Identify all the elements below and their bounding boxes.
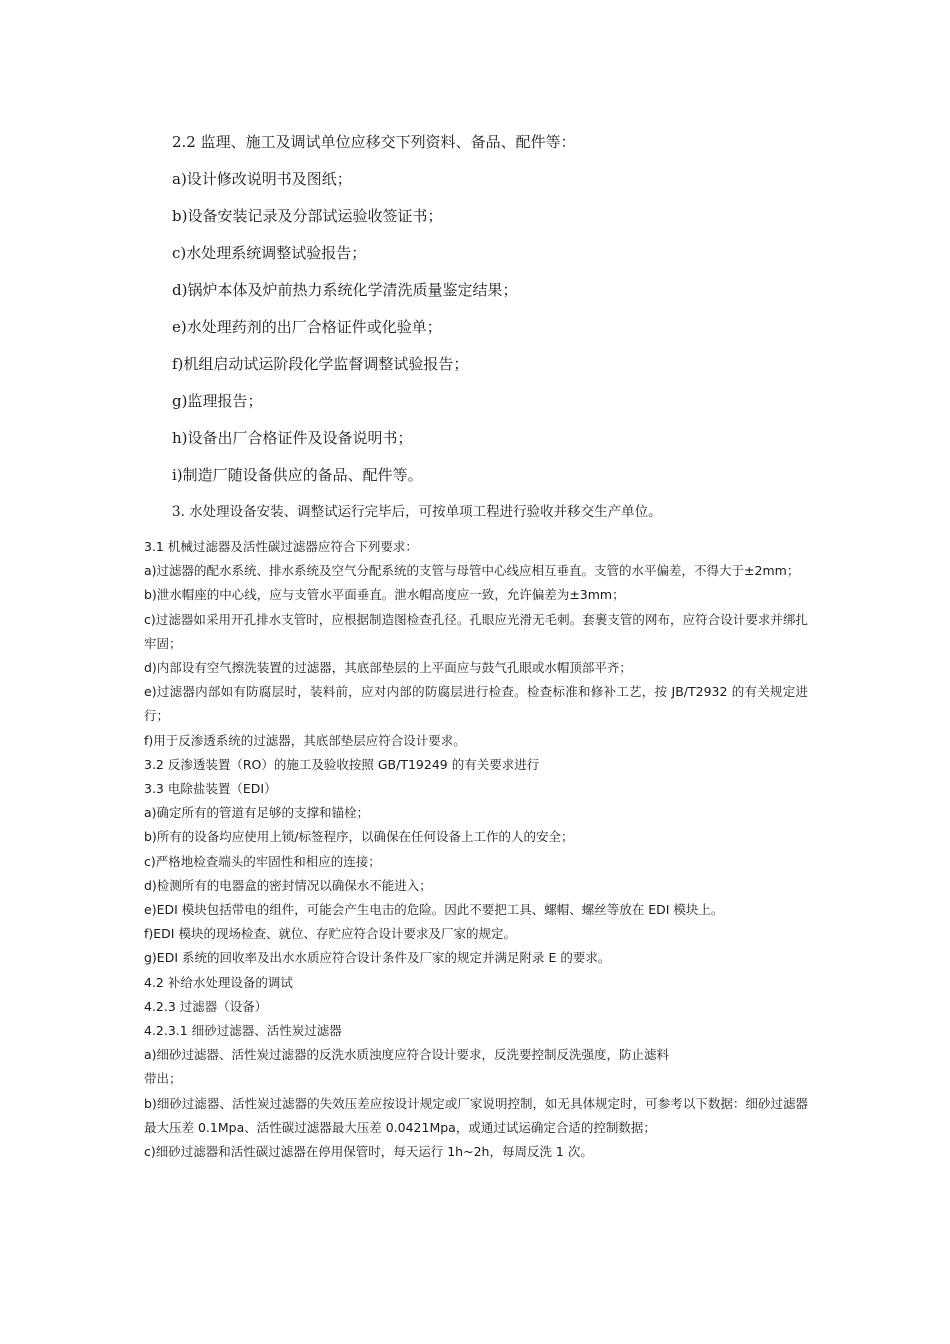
technical-requirements-block — [144, 535, 808, 1164]
list-item: d)锅炉本体及炉前热力系统化学清洗质量鉴定结果； — [172, 281, 518, 299]
list-item: a)确定所有的管道有足够的支撑和锚栓； — [144, 805, 370, 821]
list-item: b)设备安装记录及分部试运验收签证书； — [172, 207, 443, 225]
section-4-2-heading: 4.2 补给水处理设备的调试 — [144, 974, 293, 990]
list-item: i)制造厂随设备供应的备品、配件等。 — [172, 466, 423, 484]
list-item: g)监理报告； — [172, 392, 263, 410]
list-item: f)机组启动试运阶段化学监督调整试验报告； — [172, 355, 469, 373]
list-item: d)内部设有空气擦洗装置的过滤器，其底部垫层的上平面应与鼓气孔眼或水帽顶部平齐； — [144, 660, 632, 676]
section-3-2-text: 3.2 反渗透装置（RO）的施工及验收按照 GB/T19249 的有关要求进行 — [144, 756, 540, 772]
list-item: e)过滤器内部如有防腐层时，装料前，应对内部的防腐层进行检查。检查标准和修补工艺，按 JB/T2932 的有关规定进行； — [144, 684, 808, 724]
section-4-2-3-1-heading: 4.2.3.1 细砂过滤器、活性炭过滤器 — [144, 1023, 342, 1039]
list-item: e)水处理药剂的出厂合格证件或化验单； — [172, 318, 442, 336]
list-item: a)过滤器的配水系统、排水系统及空气分配系统的支管与母管中心线应相互垂直。支管的水平偏差，不得大于±2mm； — [144, 563, 800, 579]
section-3-3-heading: 3.3 电除盐装置（EDI） — [144, 781, 277, 797]
list-item: e)EDI 模块包括带电的组件，可能会产生电击的危险。因此不要把工具、螺帽、螺丝等放在 EDI 模块上。 — [144, 902, 724, 918]
list-item: b)泄水帽座的中心线，应与支管水平面垂直。泄水帽高度应一致，允许偏差为±3mm； — [144, 587, 625, 603]
list-item: c)细砂过滤器和活性碳过滤器在停用保管时，每天运行 1h~2h，每周反洗 1 次。 — [144, 1144, 593, 1160]
list-item: f)EDI 模块的现场检查、就位、存贮应符合设计要求及厂家的规定。 — [144, 926, 516, 942]
list-item: g)EDI 系统的回收率及出水水质应符合设计条件及厂家的规定并满足附录 E 的要求。 — [144, 950, 611, 966]
list-item: a)细砂过滤器、活性炭过滤器的反洗水质浊度应符合设计要求，反洗要控制反洗强度，防止滤料 — [144, 1047, 670, 1063]
list-item: b)所有的设备均应使用上锁/标签程序，以确保在任何设备上工作的人的安全； — [144, 829, 574, 845]
section-2-2-block — [172, 124, 822, 531]
section-3-1-heading: 3.1 机械过滤器及活性碳过滤器应符合下列要求： — [144, 539, 418, 554]
list-item: b)细砂过滤器、活性炭过滤器的失效压差应按设计规定或厂家说明控制，如无具体规定时，可参考以下数据：细砂过滤器最大压差 0.1Mpa、活性碳过滤器最大压差 0.0421Mpa，或通过试运确定合适的控制数据； — [144, 1095, 808, 1135]
section-4-2-3-heading: 4.2.3 过滤器（设备） — [144, 998, 268, 1014]
list-item: c)严格地检查端头的牢固性和相应的连接； — [144, 853, 381, 869]
list-item: f)用于反渗透系统的过滤器，其底部垫层应符合设计要求。 — [144, 732, 466, 748]
list-item-continuation: 带出； — [144, 1071, 182, 1087]
list-item: c)水处理系统调整试验报告； — [172, 244, 367, 262]
list-item: a)设计修改说明书及图纸； — [172, 170, 352, 188]
section-3-heading: 3. 水处理设备安装、调整试运行完毕后，可按单项工程进行验收并移交生产单位。 — [172, 504, 662, 520]
section-2-2-heading: 2.2 监理、施工及调试单位应移交下列资料、备品、配件等： — [172, 133, 576, 151]
list-item: c)过滤器如采用开孔排水支管时，应根据制造图检查孔径。孔眼应光滑无毛刺。套裹支管的网布，应符合设计要求并绑扎牢固； — [144, 611, 808, 651]
list-item: d)检测所有的电器盒的密封情况以确保水不能进入； — [144, 877, 432, 893]
list-item: h)设备出厂合格证件及设备说明书； — [172, 429, 413, 447]
